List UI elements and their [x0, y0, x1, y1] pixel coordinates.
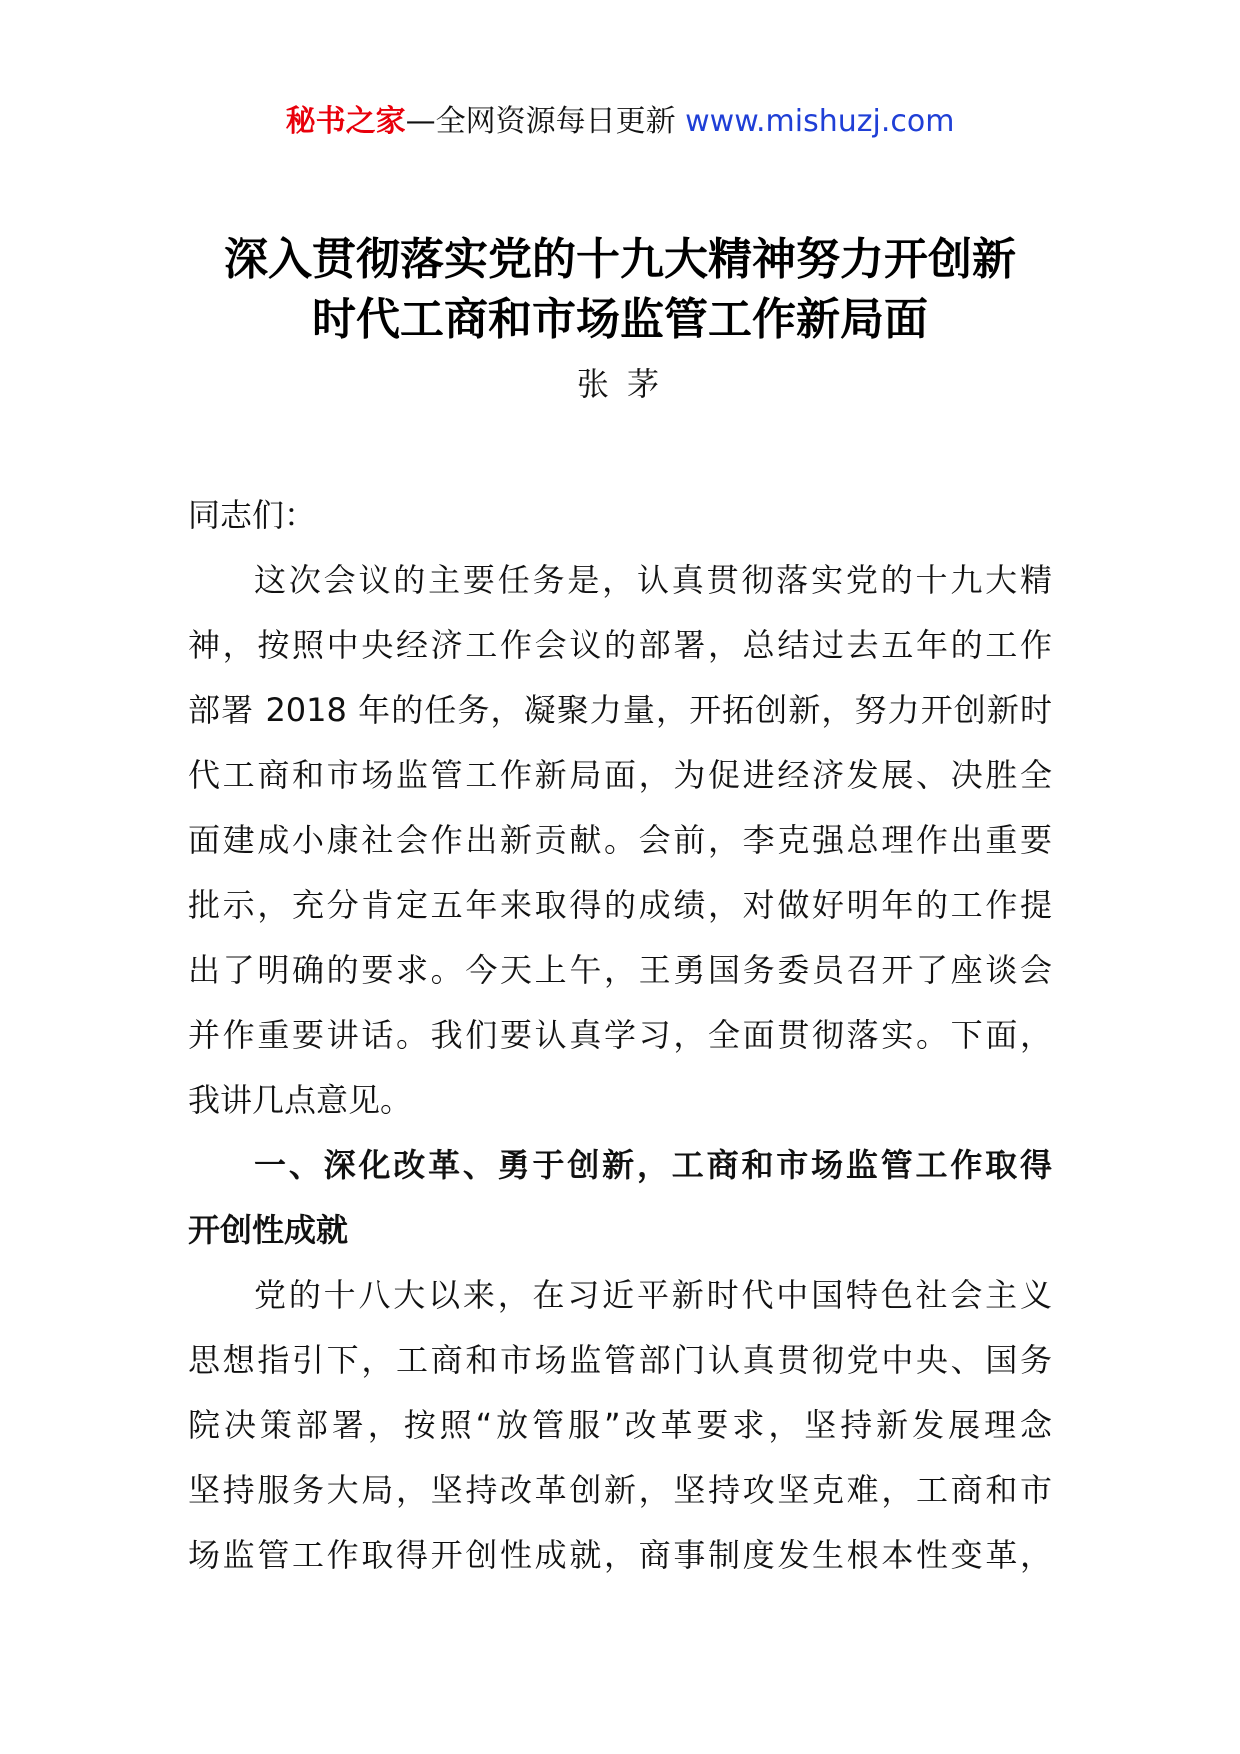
salutation: 同志们： [188, 496, 317, 534]
paragraph-line: 神，按照中央经济工作会议的部署，总结过去五年的工作 [188, 626, 1052, 664]
site-tagline: —全网资源每日更新 [405, 104, 686, 139]
paragraph-line: 思想指引下，工商和市场监管部门认真贯彻党中央、国务 [188, 1341, 1052, 1379]
paragraph-line: 我讲几点意见。 [188, 1081, 413, 1119]
paragraph-line: 院决策部署，按照“放管服”改革要求，坚持新发展理念 [188, 1406, 1052, 1444]
site-brand: 秘书之家 [285, 104, 406, 139]
paragraph-line: 党的十八大以来，在习近平新时代中国特色社会主义 [254, 1276, 1052, 1314]
paragraph-1 [188, 558, 1052, 1143]
paragraph-line: 坚持服务大局，坚持改革创新，坚持攻坚克难，工商和市 [188, 1471, 1052, 1509]
site-header [0, 100, 1240, 144]
title-line-2: 时代工商和市场监管工作新局面 [312, 294, 928, 345]
document-title [0, 230, 1240, 350]
paragraph-line: 场监管工作取得开创性成就，商事制度发生根本性变革， [188, 1536, 1052, 1574]
heading-line: 开创性成就 [188, 1211, 349, 1249]
document-body [188, 493, 1052, 1598]
paragraph-line: 批示，充分肯定五年来取得的成绩，对做好明年的工作提 [188, 886, 1052, 924]
title-line-1: 深入贯彻落实党的十九大精神努力开创新 [224, 234, 1016, 285]
section-heading-1 [188, 1143, 1052, 1273]
site-url-link[interactable]: www.mishuzj.com [685, 104, 955, 139]
heading-line: 一、深化改革、勇于创新，工商和市场监管工作取得 [254, 1146, 1052, 1184]
paragraph-line: 出了明确的要求。今天上午，王勇国务委员召开了座谈会 [188, 951, 1052, 989]
paragraph-line: 这次会议的主要任务是，认真贯彻落实党的十九大精 [254, 561, 1052, 599]
paragraph-2 [188, 1273, 1052, 1598]
paragraph-line: 面建成小康社会作出新贡献。会前，李克强总理作出重要 [188, 821, 1052, 859]
author-name: 张 茅 [576, 365, 664, 403]
paragraph-line: 部署 2018 年的任务，凝聚力量，开拓创新，努力开创新时 [188, 691, 1052, 729]
paragraph-line: 并作重要讲话。我们要认真学习，全面贯彻落实。下面， [188, 1016, 1052, 1054]
paragraph-line: 代工商和市场监管工作新局面，为促进经济发展、决胜全 [188, 756, 1052, 794]
